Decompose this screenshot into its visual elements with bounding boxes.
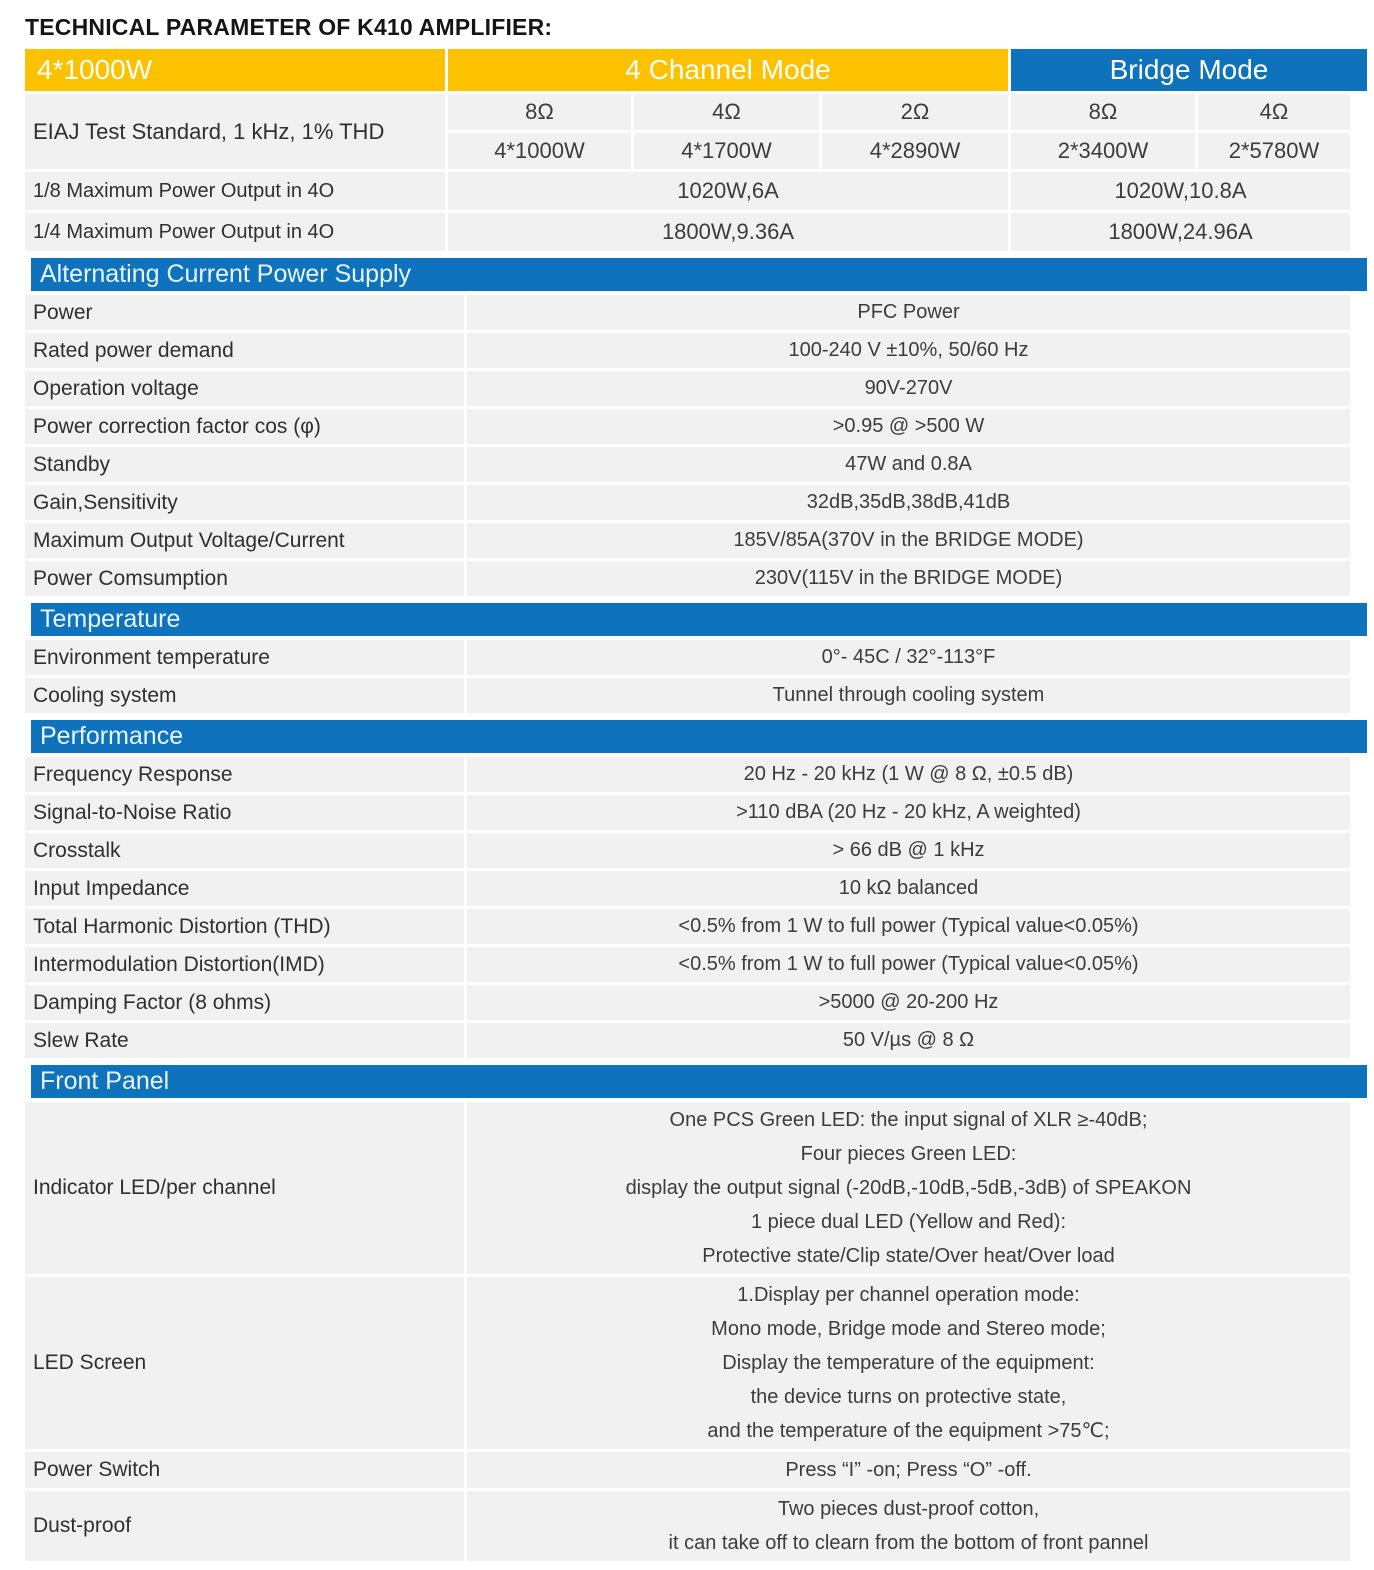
spec-value: <0.5% from 1 W to full power (Typical value<0.05%) (467, 947, 1350, 982)
section-header: Temperature (31, 603, 1367, 636)
spec-row (25, 523, 1350, 558)
spec-value-line: and the temperature of the equipment >75℃; (707, 1420, 1110, 1442)
spec-label: Damping Factor (8 ohms) (25, 985, 464, 1020)
impedance-header: 8Ω (448, 94, 631, 130)
spec-value: 32dB,35dB,38dB,41dB (467, 485, 1350, 520)
spec-row (25, 640, 1350, 675)
spec-label: Maximum Output Voltage/Current (25, 523, 464, 558)
power-value: 4*2890W (822, 133, 1008, 169)
spec-value-line: Mono mode, Bridge mode and Stereo mode; (711, 1318, 1106, 1340)
row-value: 1800W,24.96A (1011, 213, 1350, 251)
spec-row (25, 1452, 1350, 1488)
spec-label: Power (25, 295, 464, 330)
eiaj-standard-label: EIAJ Test Standard, 1 kHz, 1% THD (25, 94, 445, 169)
spec-label: Indicator LED/per channel (25, 1102, 464, 1274)
spec-row (25, 485, 1350, 520)
spec-value-line: Protective state/Clip state/Over heat/Over load (702, 1245, 1115, 1267)
spec-label: LED Screen (25, 1277, 464, 1449)
spec-value-line: it can take off to clearn from the bottom of front pannel (668, 1532, 1149, 1554)
bridge-mode-header: Bridge Mode (1011, 49, 1367, 91)
spec-row (25, 678, 1350, 713)
spec-label: Intermodulation Distortion(IMD) (25, 947, 464, 982)
section-header: Performance (31, 720, 1367, 753)
spec-value (467, 1102, 1350, 1274)
spec-row (25, 409, 1350, 444)
spec-label: Signal-to-Noise Ratio (25, 795, 464, 830)
spec-row (25, 295, 1350, 330)
spec-value (467, 1277, 1350, 1449)
spec-label: Power correction factor cos (φ) (25, 409, 464, 444)
model-header: 4*1000W (25, 49, 445, 91)
section-performance (25, 720, 1374, 1058)
row-value: 1020W,10.8A (1011, 172, 1350, 210)
spec-label: Standby (25, 447, 464, 482)
spec-value: 47W and 0.8A (467, 447, 1350, 482)
spec-value-line: 1.Display per channel operation mode: (737, 1284, 1080, 1306)
spec-label: Operation voltage (25, 371, 464, 406)
spec-row (25, 947, 1350, 982)
section-front-panel (25, 1065, 1374, 1561)
power-value: 4*1000W (448, 133, 631, 169)
spec-row (25, 985, 1350, 1020)
spec-value (467, 1491, 1350, 1561)
spec-value: >5000 @ 20-200 Hz (467, 985, 1350, 1020)
impedance-header: 8Ω (1011, 94, 1195, 130)
impedance-header: 4Ω (634, 94, 819, 130)
spec-value: >110 dBA (20 Hz - 20 kHz, A weighted) (467, 795, 1350, 830)
spec-label: Dust-proof (25, 1491, 464, 1561)
impedance-header: 2Ω (822, 94, 1008, 130)
spec-label: Slew Rate (25, 1023, 464, 1058)
spec-label: Rated power demand (25, 333, 464, 368)
power-value: 4*1700W (634, 133, 819, 169)
spec-value-line: Press “I” -on; Press “O” -off. (785, 1459, 1032, 1481)
spec-row (25, 757, 1350, 792)
row-value: 1800W,9.36A (448, 213, 1008, 251)
section-power-supply (25, 258, 1374, 596)
spec-row (25, 561, 1350, 596)
spec-value: PFC Power (467, 295, 1350, 330)
spec-label: Cooling system (25, 678, 464, 713)
spec-label: Gain,Sensitivity (25, 485, 464, 520)
spec-row (25, 1102, 1350, 1274)
spec-value (467, 1452, 1350, 1488)
channel-mode-header: 4 Channel Mode (448, 49, 1008, 91)
row-value: 1020W,6A (448, 172, 1008, 210)
spec-label: Power Switch (25, 1452, 464, 1488)
power-value: 2*5780W (1198, 133, 1350, 169)
section-header: Front Panel (31, 1065, 1367, 1098)
spec-label: Environment temperature (25, 640, 464, 675)
spec-value: >0.95 @ >500 W (467, 409, 1350, 444)
spec-row (25, 1023, 1350, 1058)
spec-label: Crosstalk (25, 833, 464, 868)
section-temperature (25, 603, 1374, 713)
spec-value-line: Display the temperature of the equipment: (722, 1352, 1095, 1374)
spec-value-line: 1 piece dual LED (Yellow and Red): (750, 1211, 1066, 1233)
impedance-header: 4Ω (1198, 94, 1350, 130)
page-title: TECHNICAL PARAMETER OF K410 AMPLIFIER: (25, 14, 553, 40)
spec-row (25, 871, 1350, 906)
spec-value: 100-240 V ±10%, 50/60 Hz (467, 333, 1350, 368)
spec-row (25, 833, 1350, 868)
spec-value: 0°- 45C / 32°-113°F (467, 640, 1350, 675)
spec-label: Total Harmonic Distortion (THD) (25, 909, 464, 944)
spec-row (25, 1491, 1350, 1561)
spec-value-line: One PCS Green LED: the input signal of XLR ≥-40dB; (669, 1109, 1148, 1131)
spec-label: Input Impedance (25, 871, 464, 906)
power-table (25, 49, 1350, 251)
spec-value: > 66 dB @ 1 kHz (467, 833, 1350, 868)
power-value: 2*3400W (1011, 133, 1195, 169)
row-label: 1/8 Maximum Power Output in 4O (25, 172, 445, 210)
spec-value-line: Four pieces Green LED: (800, 1143, 1017, 1165)
spec-value: 185V/85A(370V in the BRIDGE MODE) (467, 523, 1350, 558)
spec-label: Frequency Response (25, 757, 464, 792)
row-label: 1/4 Maximum Power Output in 4O (25, 213, 445, 251)
section-header: Alternating Current Power Supply (31, 258, 1367, 291)
spec-value: Tunnel through cooling system (467, 678, 1350, 713)
spec-row (25, 333, 1350, 368)
spec-value: 90V-270V (467, 371, 1350, 406)
spec-row (25, 1277, 1350, 1449)
spec-row (25, 909, 1350, 944)
spec-value: 50 V/µs @ 8 Ω (467, 1023, 1350, 1058)
spec-value-line: the device turns on protective state, (750, 1386, 1067, 1408)
spec-row (25, 795, 1350, 830)
spec-value-line: display the output signal (-20dB,-10dB,-5dB,-3dB) of SPEAKON (625, 1177, 1192, 1199)
spec-value: 230V(115V in the BRIDGE MODE) (467, 561, 1350, 596)
spec-row (25, 447, 1350, 482)
spec-row (25, 371, 1350, 406)
spec-value: 10 kΩ balanced (467, 871, 1350, 906)
spec-value: <0.5% from 1 W to full power (Typical value<0.05%) (467, 909, 1350, 944)
spec-label: Power Comsumption (25, 561, 464, 596)
spec-value-line: Two pieces dust-proof cotton, (777, 1498, 1040, 1520)
spec-value: 20 Hz - 20 kHz (1 W @ 8 Ω, ±0.5 dB) (467, 757, 1350, 792)
